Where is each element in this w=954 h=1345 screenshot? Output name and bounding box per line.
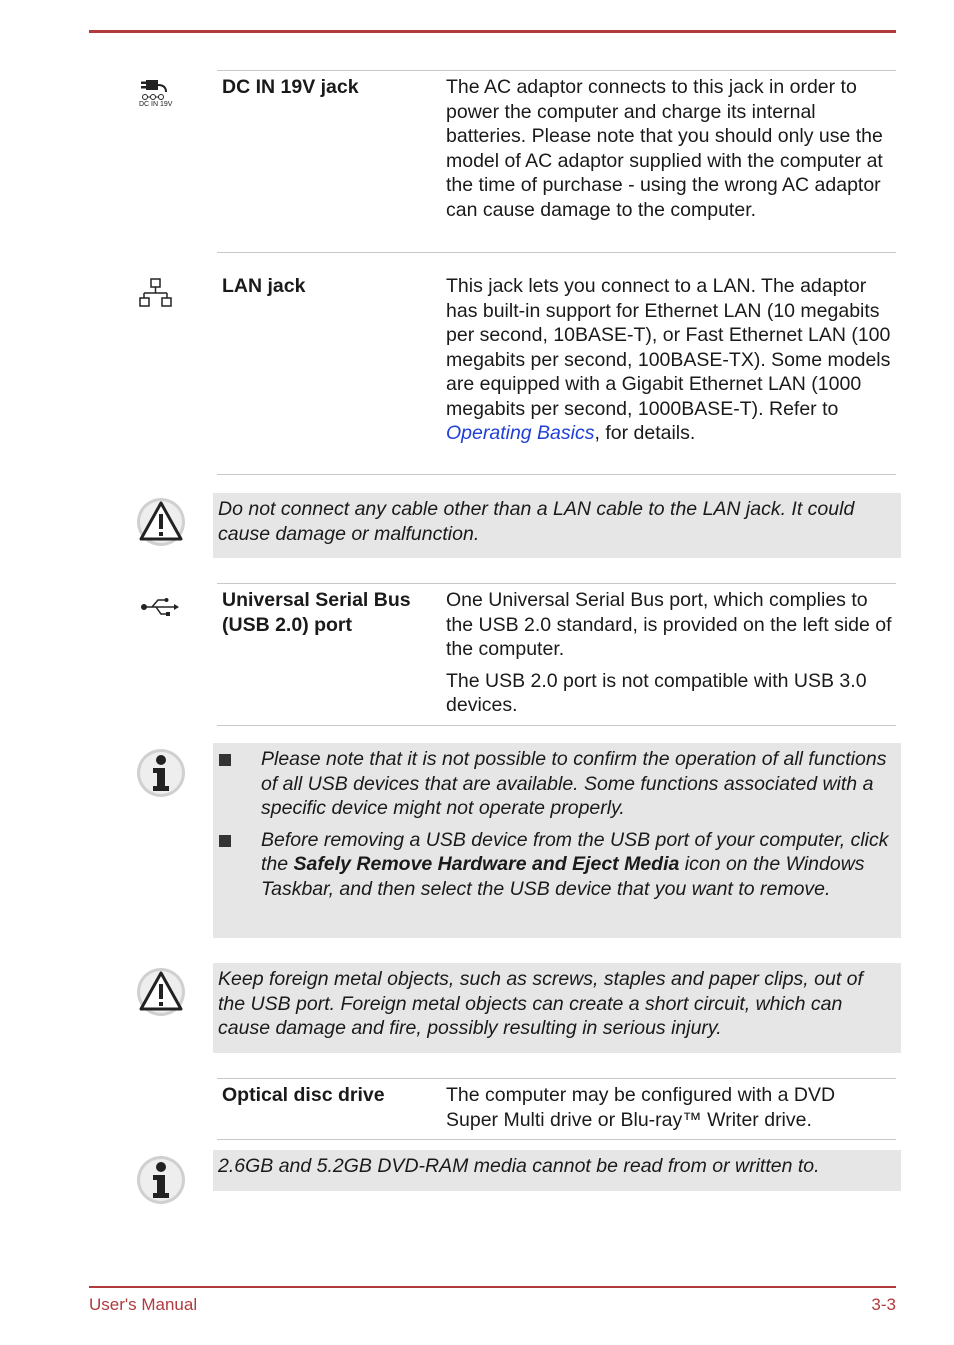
dc-in-icon-label: DC IN 19V — [139, 101, 173, 108]
warning-usb-note — [213, 963, 901, 1053]
info-optical-note — [213, 1150, 901, 1191]
dc-in-row — [217, 70, 896, 253]
info-optical-text: 2.6GB and 5.2GB DVD-RAM media cannot be read from or written to. — [218, 1155, 820, 1177]
info-icon — [136, 1155, 186, 1205]
info-usb-list — [217, 747, 897, 908]
warning-triangle-icon — [136, 967, 186, 1017]
operating-basics-link[interactable]: Operating Basics — [446, 422, 595, 444]
usb-description: One Universal Serial Bus port, which complies to the USB 2.0 standard, is provided on the left side of the computer. The USB 2.0 port is not compatible with USB 3.0 devices. — [446, 589, 892, 716]
list-item: Before removing a USB device from the USB port of your computer, click the Safely Remove Hardware and Eject Media icon on the Windows Taskbar, and then select the USB device that you want to remove. — [217, 828, 897, 902]
header-rule — [89, 30, 896, 33]
lan-network-icon — [138, 278, 174, 310]
info-icon — [136, 748, 186, 798]
dc-in-term: DC IN 19V jack — [222, 76, 359, 98]
usb-row — [217, 583, 896, 726]
footer-rule — [89, 1286, 896, 1288]
safely-remove-label: Safely Remove Hardware and Eject Media — [293, 853, 680, 875]
info-usb-note — [213, 743, 901, 938]
optical-term: Optical disc drive — [222, 1084, 385, 1106]
footer-manual-title: User's Manual — [89, 1295, 198, 1314]
warning-triangle-icon — [136, 497, 186, 547]
dc-in-description: The AC adaptor connects to this jack in order to power the computer and charge its internal batteries. Please note that you should only use the model of AC adaptor supplied with the computer at the time of purchase - using the wrong AC adaptor can cause damage to the computer. — [446, 76, 883, 221]
usb-term: Universal Serial Bus (USB 2.0) port — [222, 589, 411, 636]
lan-term: LAN jack — [222, 275, 306, 297]
warning-lan-text: Do not connect any cable other than a LAN cable to the LAN jack. It could cause damage or malfunction. — [218, 498, 855, 545]
optical-description: The computer may be configured with a DVD Super Multi drive or Blu-ray™ Writer drive. — [446, 1084, 836, 1131]
usb-icon — [140, 596, 180, 618]
warning-lan-note — [213, 493, 901, 558]
lan-row — [217, 252, 896, 475]
lan-description: This jack lets you connect to a LAN. The adaptor has built-in support for Ethernet LAN (10 megabits per second, 10BASE-T), or Fast Ethernet LAN (100 megabits per second, 100BASE-TX). Some models are equipped with a Gigabit Ethernet LAN (1000 megabits per second, 1000BASE-T). Refer to Operating Basics, for details. — [446, 275, 891, 444]
footer-page-number: 3-3 — [871, 1295, 896, 1314]
optical-row — [217, 1078, 896, 1140]
warning-usb-text: Keep foreign metal objects, such as screws, staples and paper clips, out of the USB port. Foreign metal objects can create a short circuit, which can cause damage and fire, possibly resulting in serious injury. — [218, 968, 863, 1039]
list-item: Please note that it is not possible to confirm the operation of all functions of all USB devices that are available. Some functions associated with a specific device might not operate properly. — [217, 747, 897, 821]
